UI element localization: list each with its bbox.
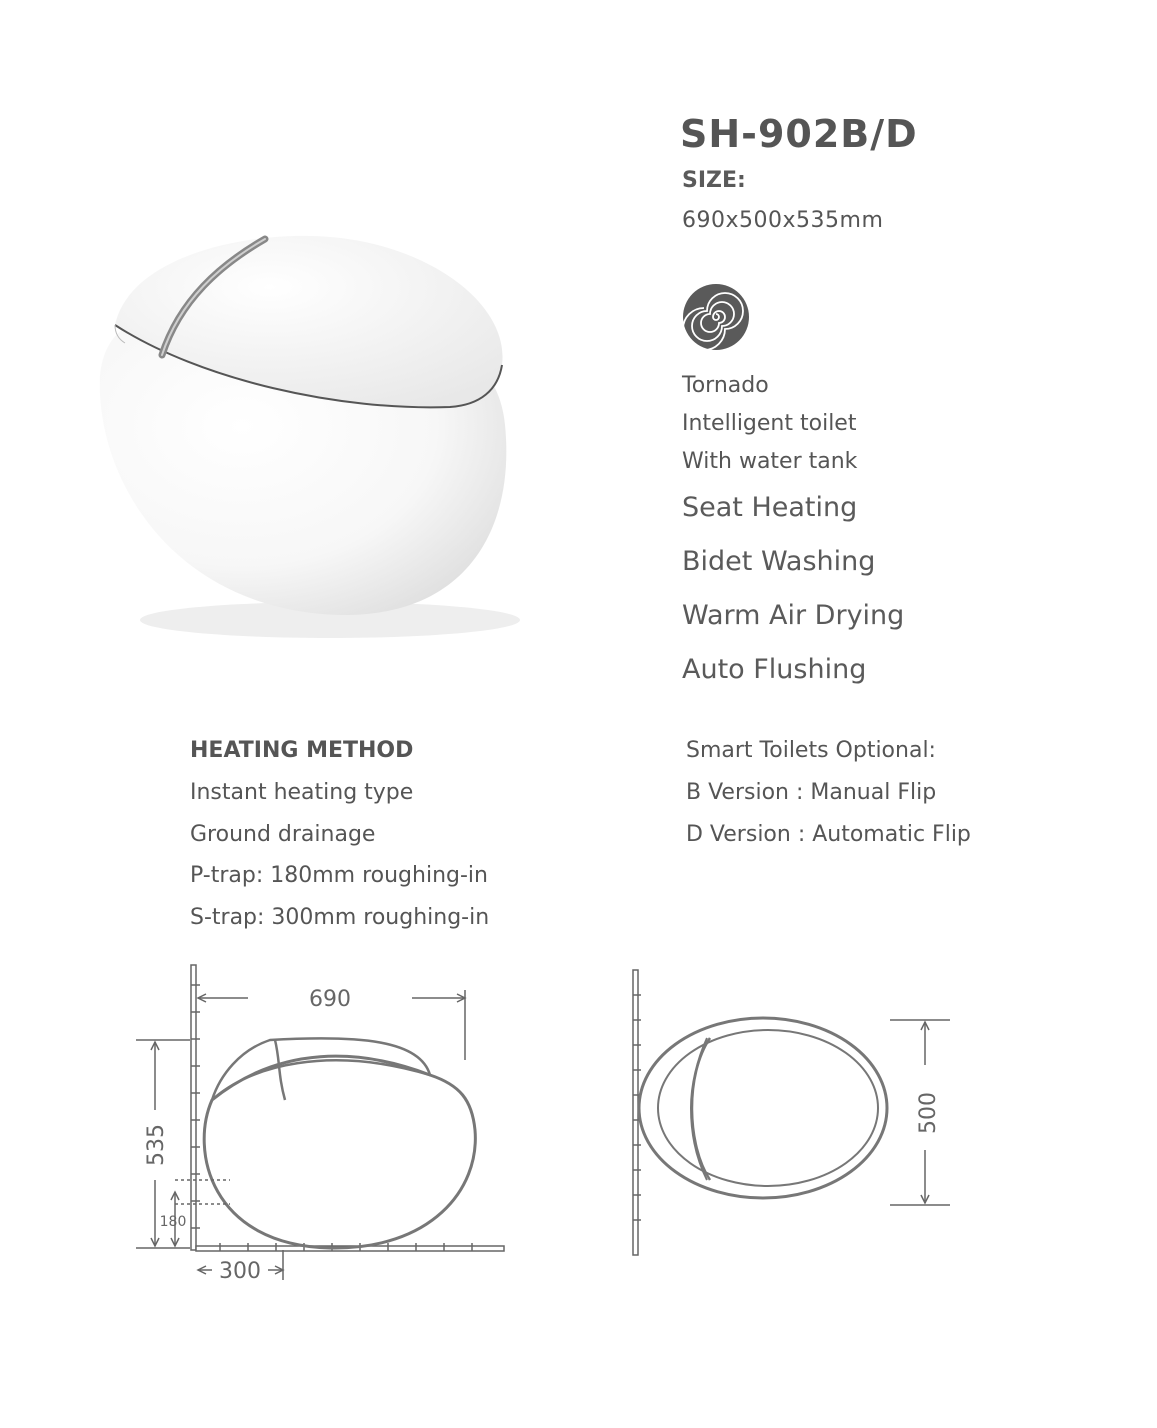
spec-item: P-trap: 180mm roughing-in	[190, 863, 488, 888]
spec-item: S-trap: 300mm roughing-in	[190, 905, 490, 930]
feature-warm-air-drying: Warm Air Drying	[682, 600, 905, 631]
top-view-drawing	[625, 965, 955, 1265]
feature-bidet-washing: Bidet Washing	[682, 546, 876, 577]
spec-item: Ground drainage	[190, 822, 376, 847]
dim-height-label: 535	[144, 1124, 169, 1166]
dim-ptrap-label: 180	[159, 1214, 187, 1230]
tornado-swirl-icon	[682, 283, 750, 351]
option-item: B Version : Manual Flip	[686, 780, 937, 805]
feature-seat-heating: Seat Heating	[682, 492, 858, 523]
dim-strap-label: 300	[219, 1259, 261, 1284]
dim-depth-label: 500	[916, 1092, 941, 1134]
size-value: 690x500x535mm	[682, 208, 884, 233]
size-label: SIZE:	[682, 168, 746, 193]
desc-line-2: Intelligent toilet	[682, 411, 857, 436]
option-item: D Version : Automatic Flip	[686, 822, 971, 847]
desc-line-3: With water tank	[682, 449, 858, 474]
model-title: SH-902B/D	[680, 112, 918, 156]
feature-auto-flushing: Auto Flushing	[682, 654, 867, 685]
dim-width-label: 690	[309, 987, 351, 1012]
side-view-drawing	[130, 960, 520, 1290]
options-heading: Smart Toilets Optional:	[686, 738, 936, 763]
heating-method-heading: HEATING METHOD	[190, 738, 414, 763]
spec-item: Instant heating type	[190, 780, 414, 805]
egg-toilet-image	[90, 225, 530, 645]
desc-line-1: Tornado	[682, 373, 769, 398]
